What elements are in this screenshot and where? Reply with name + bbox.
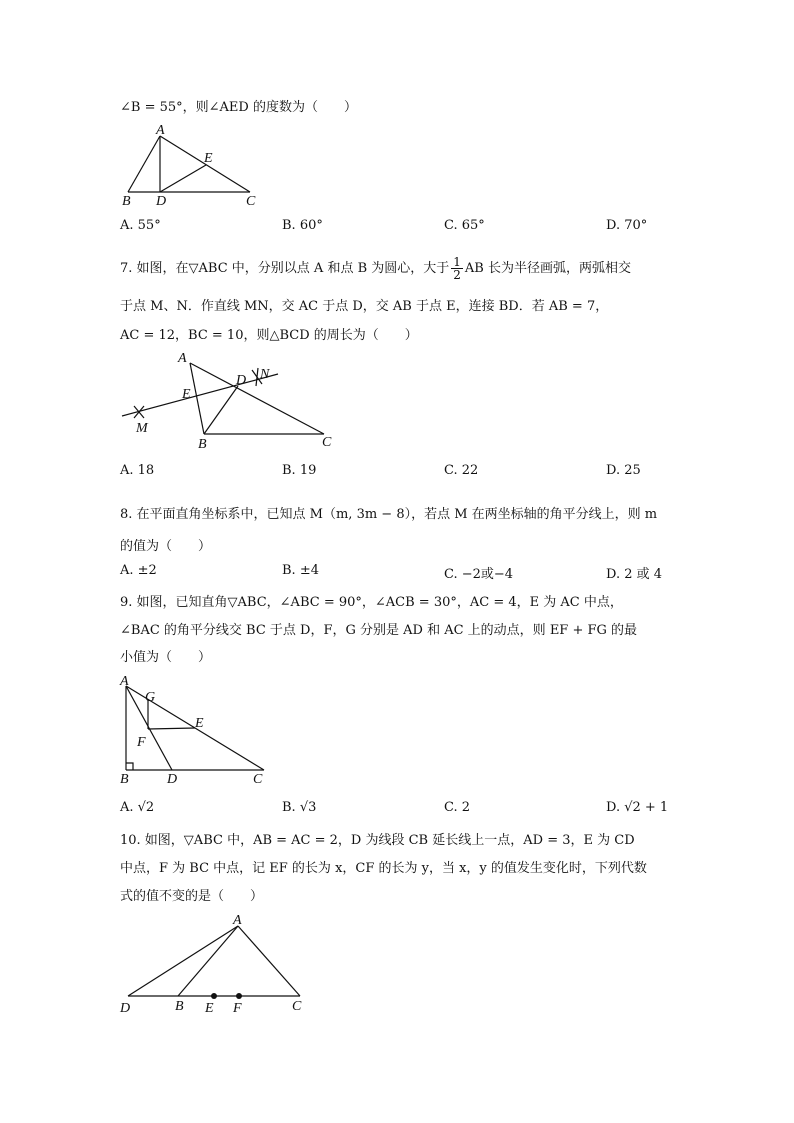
q9-line-3: 小值为（ ）: [120, 650, 212, 665]
q6-label-d: D: [156, 194, 167, 209]
q10-line-3: 式的值不变的是（ ）: [120, 889, 264, 904]
q6-label-c: C: [246, 194, 256, 209]
q7-fraction: [451, 256, 463, 281]
q10-line-2: 中点，F 为 BC 中点，记 EF 的长为 x，CF 的长为 y，当 x，y 的值发生变化时，下列代数: [120, 861, 647, 876]
q8-option-a: A. ±2: [120, 563, 157, 578]
q7-label-c: C: [322, 435, 332, 450]
q9-label-f: F: [137, 735, 146, 750]
q7-frac-num: 1: [453, 255, 461, 269]
q7-option-c: C. 22: [444, 463, 479, 478]
q9-option-b: B. √3: [282, 800, 317, 815]
q7-label-e: E: [182, 387, 191, 402]
q10-figure: [116, 910, 316, 1020]
q7-label-m: M: [136, 421, 148, 436]
q9-line-1: 9. 如图，已知直角▽ABC，∠ABC = 90°，∠ACB = 30°，AC = 4，E 为 AC 中点，: [120, 595, 623, 610]
q6-figure: [118, 120, 268, 210]
q7-label-d: D: [236, 373, 247, 388]
q7-line-3: AC = 12，BC = 10，则△BCD 的周长为（ ）: [120, 328, 418, 343]
q6-option-a: A. 55°: [120, 218, 161, 233]
q8-option-c: C. −2或−4: [444, 567, 514, 582]
q6-option-d: D. 70°: [606, 218, 648, 233]
q6-label-e: E: [204, 151, 213, 166]
q7-line-1-b: AB 长为半径画弧，两弧相交: [464, 261, 631, 276]
q9-option-a: A. √2: [120, 800, 155, 815]
q9-option-d: D. √2 + 1: [606, 800, 669, 815]
q7-line-2: 于点 M、N．作直线 MN，交 AC 于点 D，交 AB 于点 E，连接 BD．若 AB = 7，: [120, 299, 609, 314]
q9-option-c: C. 2: [444, 800, 471, 815]
q10-point-e: [211, 993, 217, 999]
q7-line-1-a: 7. 如图，在▽ABC 中，分别以点 A 和点 B 为圆心，大于: [120, 261, 450, 276]
q8-line-2: 的值为（ ）: [120, 539, 212, 554]
q7-line-1: [120, 256, 631, 281]
q9-label-b: B: [120, 772, 129, 787]
q10-label-c: C: [292, 999, 302, 1014]
q9-label-a: A: [120, 674, 129, 689]
q6-label-b: B: [122, 194, 131, 209]
q7-option-a: A. 18: [120, 463, 155, 478]
q9-line-2: ∠BAC 的角平分线交 BC 于点 D，F，G 分别是 AD 和 AC 上的动点，则 EF + FG 的最: [120, 623, 638, 638]
q10-line-1: 10. 如图，▽ABC 中，AB = AC = 2，D 为线段 CB 延长线上一点，AD = 3，E 为 CD: [120, 833, 635, 848]
q8-option-b: B. ±4: [282, 563, 319, 578]
q10-point-f: [236, 993, 242, 999]
q9-label-d: D: [167, 772, 178, 787]
q7-label-n: N: [260, 367, 270, 382]
q7-option-b: B. 19: [282, 463, 317, 478]
q9-label-e: E: [195, 716, 204, 731]
q10-label-e: E: [205, 1001, 214, 1016]
q10-label-b: B: [175, 999, 184, 1014]
q6-label-a: A: [156, 123, 165, 138]
q10-label-d: D: [120, 1001, 131, 1016]
q7-label-b: B: [198, 437, 207, 452]
q7-figure: [118, 348, 348, 453]
q10-label-a: A: [233, 913, 242, 928]
q9-label-g: G: [145, 690, 156, 705]
q10-label-f: F: [233, 1001, 242, 1016]
q8-line-1: 8. 在平面直角坐标系中，已知点 M（m, 3m − 8），若点 M 在两坐标轴的角平分线上，则 m: [120, 507, 658, 522]
q7-label-a: A: [178, 351, 187, 366]
q6-stem-tail: ∠B = 55°，则∠AED 的度数为（ ）: [120, 100, 357, 115]
q6-option-c: C. 65°: [444, 218, 485, 233]
q6-option-b: B. 60°: [282, 218, 323, 233]
q9-label-c: C: [253, 772, 263, 787]
q7-frac-den: 2: [453, 268, 461, 282]
q9-figure: [116, 672, 276, 787]
q8-option-d: D. 2 或 4: [606, 567, 663, 582]
q7-option-d: D. 25: [606, 463, 641, 478]
